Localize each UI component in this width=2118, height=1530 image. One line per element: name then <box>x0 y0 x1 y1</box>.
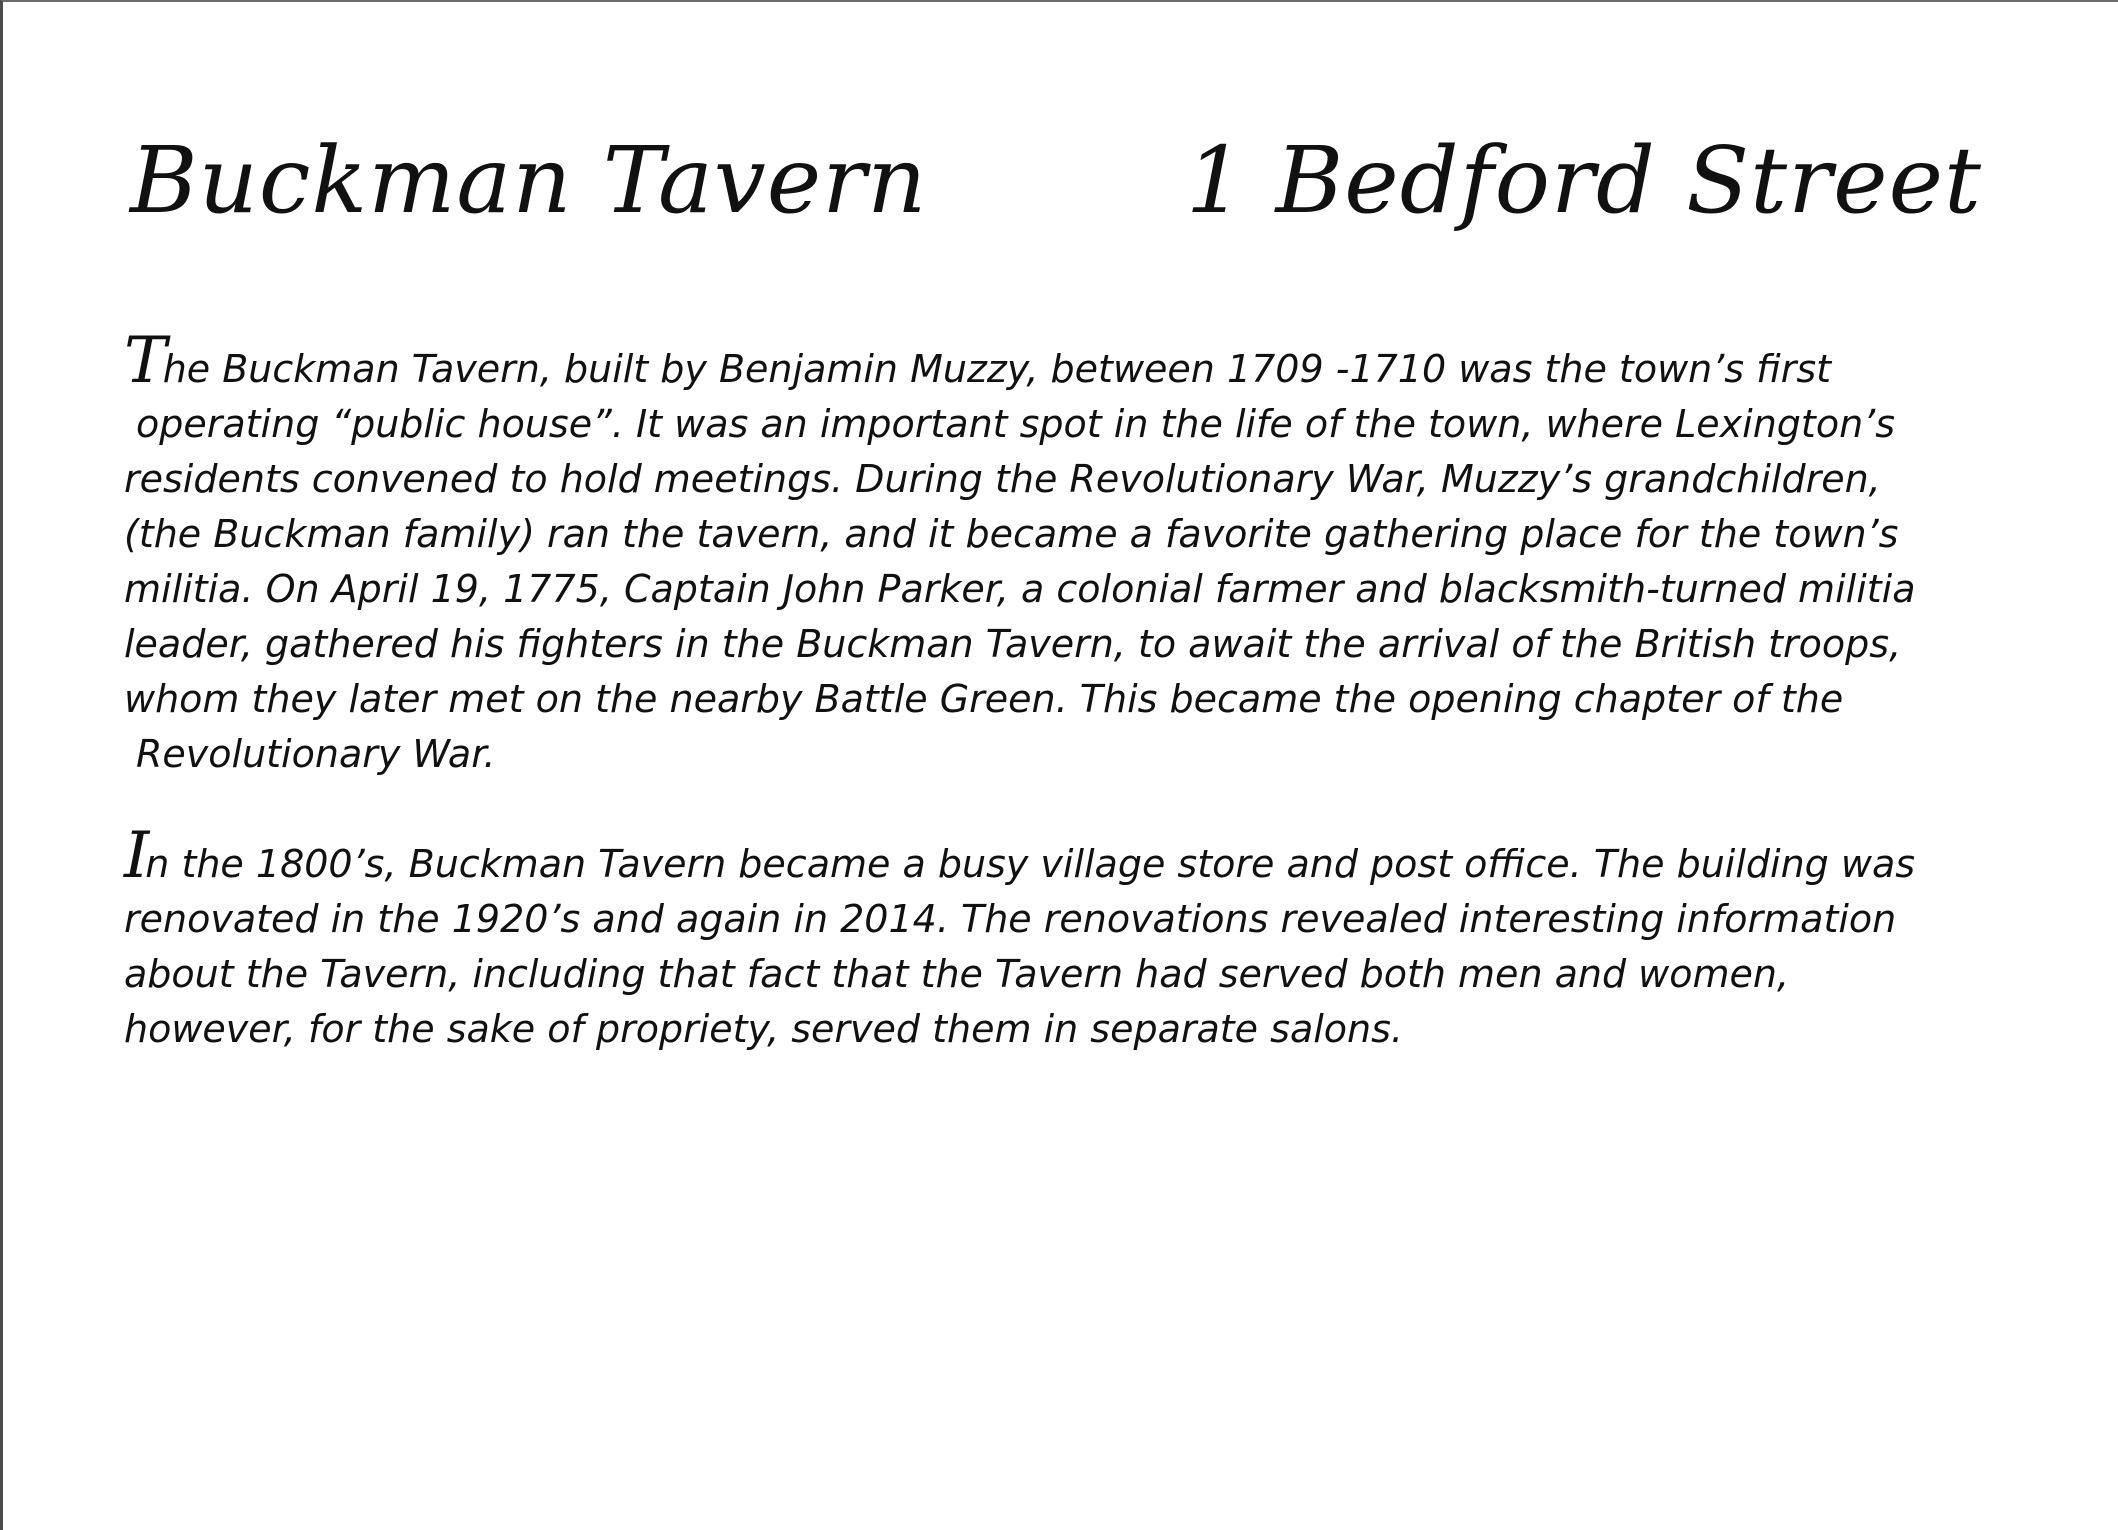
paragraph-line: Revolutionary War. <box>136 732 496 776</box>
paragraph-line: however, for the sake of propriety, served them in separate salons. <box>124 1007 1403 1051</box>
paragraph-line: operating “public house”. It was an important spot in the life of the town, where Lexington’s <box>136 402 1896 446</box>
drop-cap: I <box>124 819 146 893</box>
paragraph-history <box>124 324 2004 782</box>
paragraph-line: residents convened to hold meetings. During the Revolutionary War, Muzzy’s grandchildren, <box>124 457 1881 501</box>
paragraph-later-history <box>124 819 2004 1057</box>
paragraph-line: militia. On April 19, 1775, Captain John Parker, a colonial farmer and blacksmith-turned militia <box>124 567 1916 611</box>
page-title: Buckman Tavern <box>130 127 928 234</box>
address-title: 1 Bedford Street <box>1185 127 1982 234</box>
paragraph-line: whom they later met on the nearby Battle Green. This became the opening chapter of the <box>124 677 1844 721</box>
paragraph-line: (the Buckman family) ran the tavern, and it became a favorite gathering place for the town’s <box>124 512 1899 556</box>
paragraph-line: The Buckman Tavern, built by Benjamin Muzzy, between 1709 -1710 was the town’s first <box>124 324 1832 398</box>
paragraph-line: In the 1800’s, Buckman Tavern became a busy village store and post office. The building was <box>124 819 1916 893</box>
paragraph-line: about the Tavern, including that fact that the Tavern had served both men and women, <box>124 952 1790 996</box>
drop-cap: T <box>124 324 163 398</box>
paragraph-line: renovated in the 1920’s and again in 2014. The renovations revealed interesting information <box>124 897 1897 941</box>
paragraph-line: leader, gathered his fighters in the Buckman Tavern, to await the arrival of the British troops, <box>124 622 1902 666</box>
